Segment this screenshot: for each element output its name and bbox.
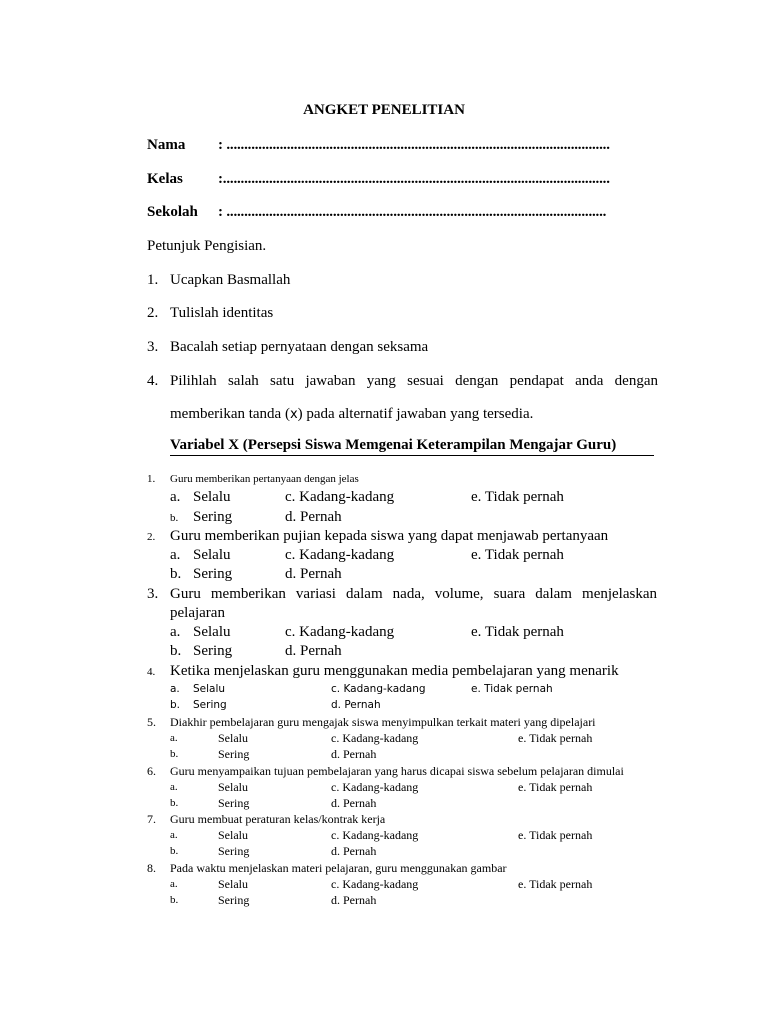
identity-nama — [147, 137, 667, 157]
question-number: 3. — [147, 586, 159, 602]
option-b: Sering — [193, 699, 227, 711]
option-letter: b. — [170, 566, 182, 582]
instruction-text-line2 — [170, 406, 658, 423]
option-c: c. Kadang-kadang — [331, 877, 419, 891]
option-a: Selalu — [193, 624, 231, 640]
option-letter: b. — [170, 643, 182, 659]
option-e: e. Tidak pernah — [518, 780, 593, 794]
option-letter: b. — [170, 512, 179, 524]
option-e: e. Tidak pernah — [518, 828, 593, 842]
option-e: e. Tidak pernah — [471, 624, 564, 640]
option-c: c. Kadang-kadang — [285, 547, 395, 563]
option-c: c. Kadang-kadang — [331, 780, 419, 794]
option-a: Selalu — [218, 731, 248, 745]
identity-blank: : ........................................................................................................... — [218, 204, 607, 220]
identity-kelas — [147, 171, 667, 191]
option-c: c. Kadang-kadang — [331, 683, 426, 695]
option-letter: b. — [170, 797, 179, 809]
option-letter: a. — [170, 829, 178, 841]
question-text: Guru memberikan pujian kepada siswa yang dapat menjawab pertanyaan — [170, 528, 609, 544]
identity-sekolah — [147, 204, 667, 224]
option-letter: a. — [170, 489, 181, 505]
instruction-text-part: ) pada alternatif jawaban yang tersedia. — [297, 406, 534, 422]
question-number: 7. — [147, 812, 156, 826]
option-e: e. Tidak pernah — [471, 547, 564, 563]
identity-blank: :............................................................................................................. — [218, 171, 610, 187]
option-e: e. Tidak pernah — [471, 683, 553, 695]
identity-label: Sekolah — [147, 204, 198, 220]
option-d: d. Pernah — [331, 844, 377, 858]
question-text: Guru membuat peraturan kelas/kontrak kerja — [170, 812, 386, 826]
option-c: c. Kadang-kadang — [285, 489, 395, 505]
identity-label: Nama — [147, 137, 186, 153]
option-e: e. Tidak pernah — [471, 489, 564, 505]
instruction-text: Bacalah setiap pernyataan dengan seksama — [170, 339, 429, 355]
option-c: c. Kadang-kadang — [285, 624, 395, 640]
question-text: Guru memberikan pertanyaan dengan jelas — [170, 473, 359, 485]
option-a: Selalu — [218, 877, 248, 891]
option-letter: b. — [170, 845, 179, 857]
instructions-heading: Petunjuk Pengisian. — [147, 238, 267, 254]
question-number: 8. — [147, 861, 156, 875]
question-number: 2. — [147, 531, 156, 543]
option-a: Selalu — [218, 780, 248, 794]
option-b: Sering — [193, 643, 233, 659]
option-b: Sering — [193, 509, 233, 525]
question-text: Guru memberikan variasi dalam nada, volume, suara dalam menjelaskan — [170, 586, 657, 602]
option-a: Selalu — [193, 683, 226, 695]
identity-blank: : ............................................................................................................ — [218, 137, 610, 153]
option-d: d. Pernah — [331, 893, 377, 907]
option-letter: a. — [170, 878, 178, 890]
section-title: Variabel X (Persepsi Siswa Memgenai Keterampilan Mengajar Guru) — [170, 437, 654, 456]
option-d: d. Pernah — [331, 747, 377, 761]
page-title: ANGKET PENELITIAN — [303, 102, 465, 118]
option-b: Sering — [218, 796, 250, 810]
option-letter: a. — [170, 732, 178, 744]
question-text: Diakhir pembelajaran guru mengajak siswa menyimpulkan terkait materi yang dipelajari — [170, 715, 596, 729]
instruction-number: 3. — [147, 339, 159, 355]
question-number: 4. — [147, 666, 156, 678]
question-number: 5. — [147, 715, 156, 729]
option-letter: a. — [170, 624, 181, 640]
option-a: Selalu — [193, 489, 231, 505]
option-d: d. Pernah — [331, 699, 381, 711]
option-c: c. Kadang-kadang — [331, 828, 419, 842]
x-mark-glyph: x — [289, 407, 298, 422]
option-c: c. Kadang-kadang — [331, 731, 419, 745]
option-d: d. Pernah — [331, 796, 377, 810]
question-number: 1. — [147, 473, 156, 485]
instruction-text: Tulislah identitas — [170, 305, 274, 321]
option-letter: b. — [170, 699, 181, 711]
option-b: Sering — [218, 747, 250, 761]
instruction-number: 2. — [147, 305, 159, 321]
question-text: Pada waktu menjelaskan materi pelajaran, guru menggunakan gambar — [170, 861, 507, 875]
option-d: d. Pernah — [285, 566, 342, 582]
option-letter: a. — [170, 683, 180, 695]
option-letter: b. — [170, 894, 179, 906]
instruction-text: Ucapkan Basmallah — [170, 272, 291, 288]
option-e: e. Tidak pernah — [518, 877, 593, 891]
option-a: Selalu — [193, 547, 231, 563]
option-a: Selalu — [218, 828, 248, 842]
option-letter: a. — [170, 547, 181, 563]
option-e: e. Tidak pernah — [518, 731, 593, 745]
identity-label: Kelas — [147, 171, 183, 187]
question-number: 6. — [147, 764, 156, 778]
question-text-continuation: pelajaran — [170, 605, 225, 621]
option-d: d. Pernah — [285, 509, 342, 525]
instruction-number: 1. — [147, 272, 159, 288]
option-d: d. Pernah — [285, 643, 342, 659]
option-letter: b. — [170, 748, 179, 760]
question-text: Guru menyampaikan tujuan pembelajaran yang harus dicapai siswa sebelum pelajaran dimulai — [170, 764, 624, 778]
option-b: Sering — [218, 893, 250, 907]
option-letter: a. — [170, 781, 178, 793]
instruction-text: Pilihlah salah satu jawaban yang sesuai dengan pendapat anda dengan — [170, 373, 658, 389]
question-text: Ketika menjelaskan guru menggunakan media pembelajaran yang menarik — [170, 663, 619, 679]
instruction-number: 4. — [147, 373, 159, 389]
option-b: Sering — [218, 844, 250, 858]
option-b: Sering — [193, 566, 233, 582]
instruction-text-part: memberikan tanda ( — [170, 406, 290, 422]
